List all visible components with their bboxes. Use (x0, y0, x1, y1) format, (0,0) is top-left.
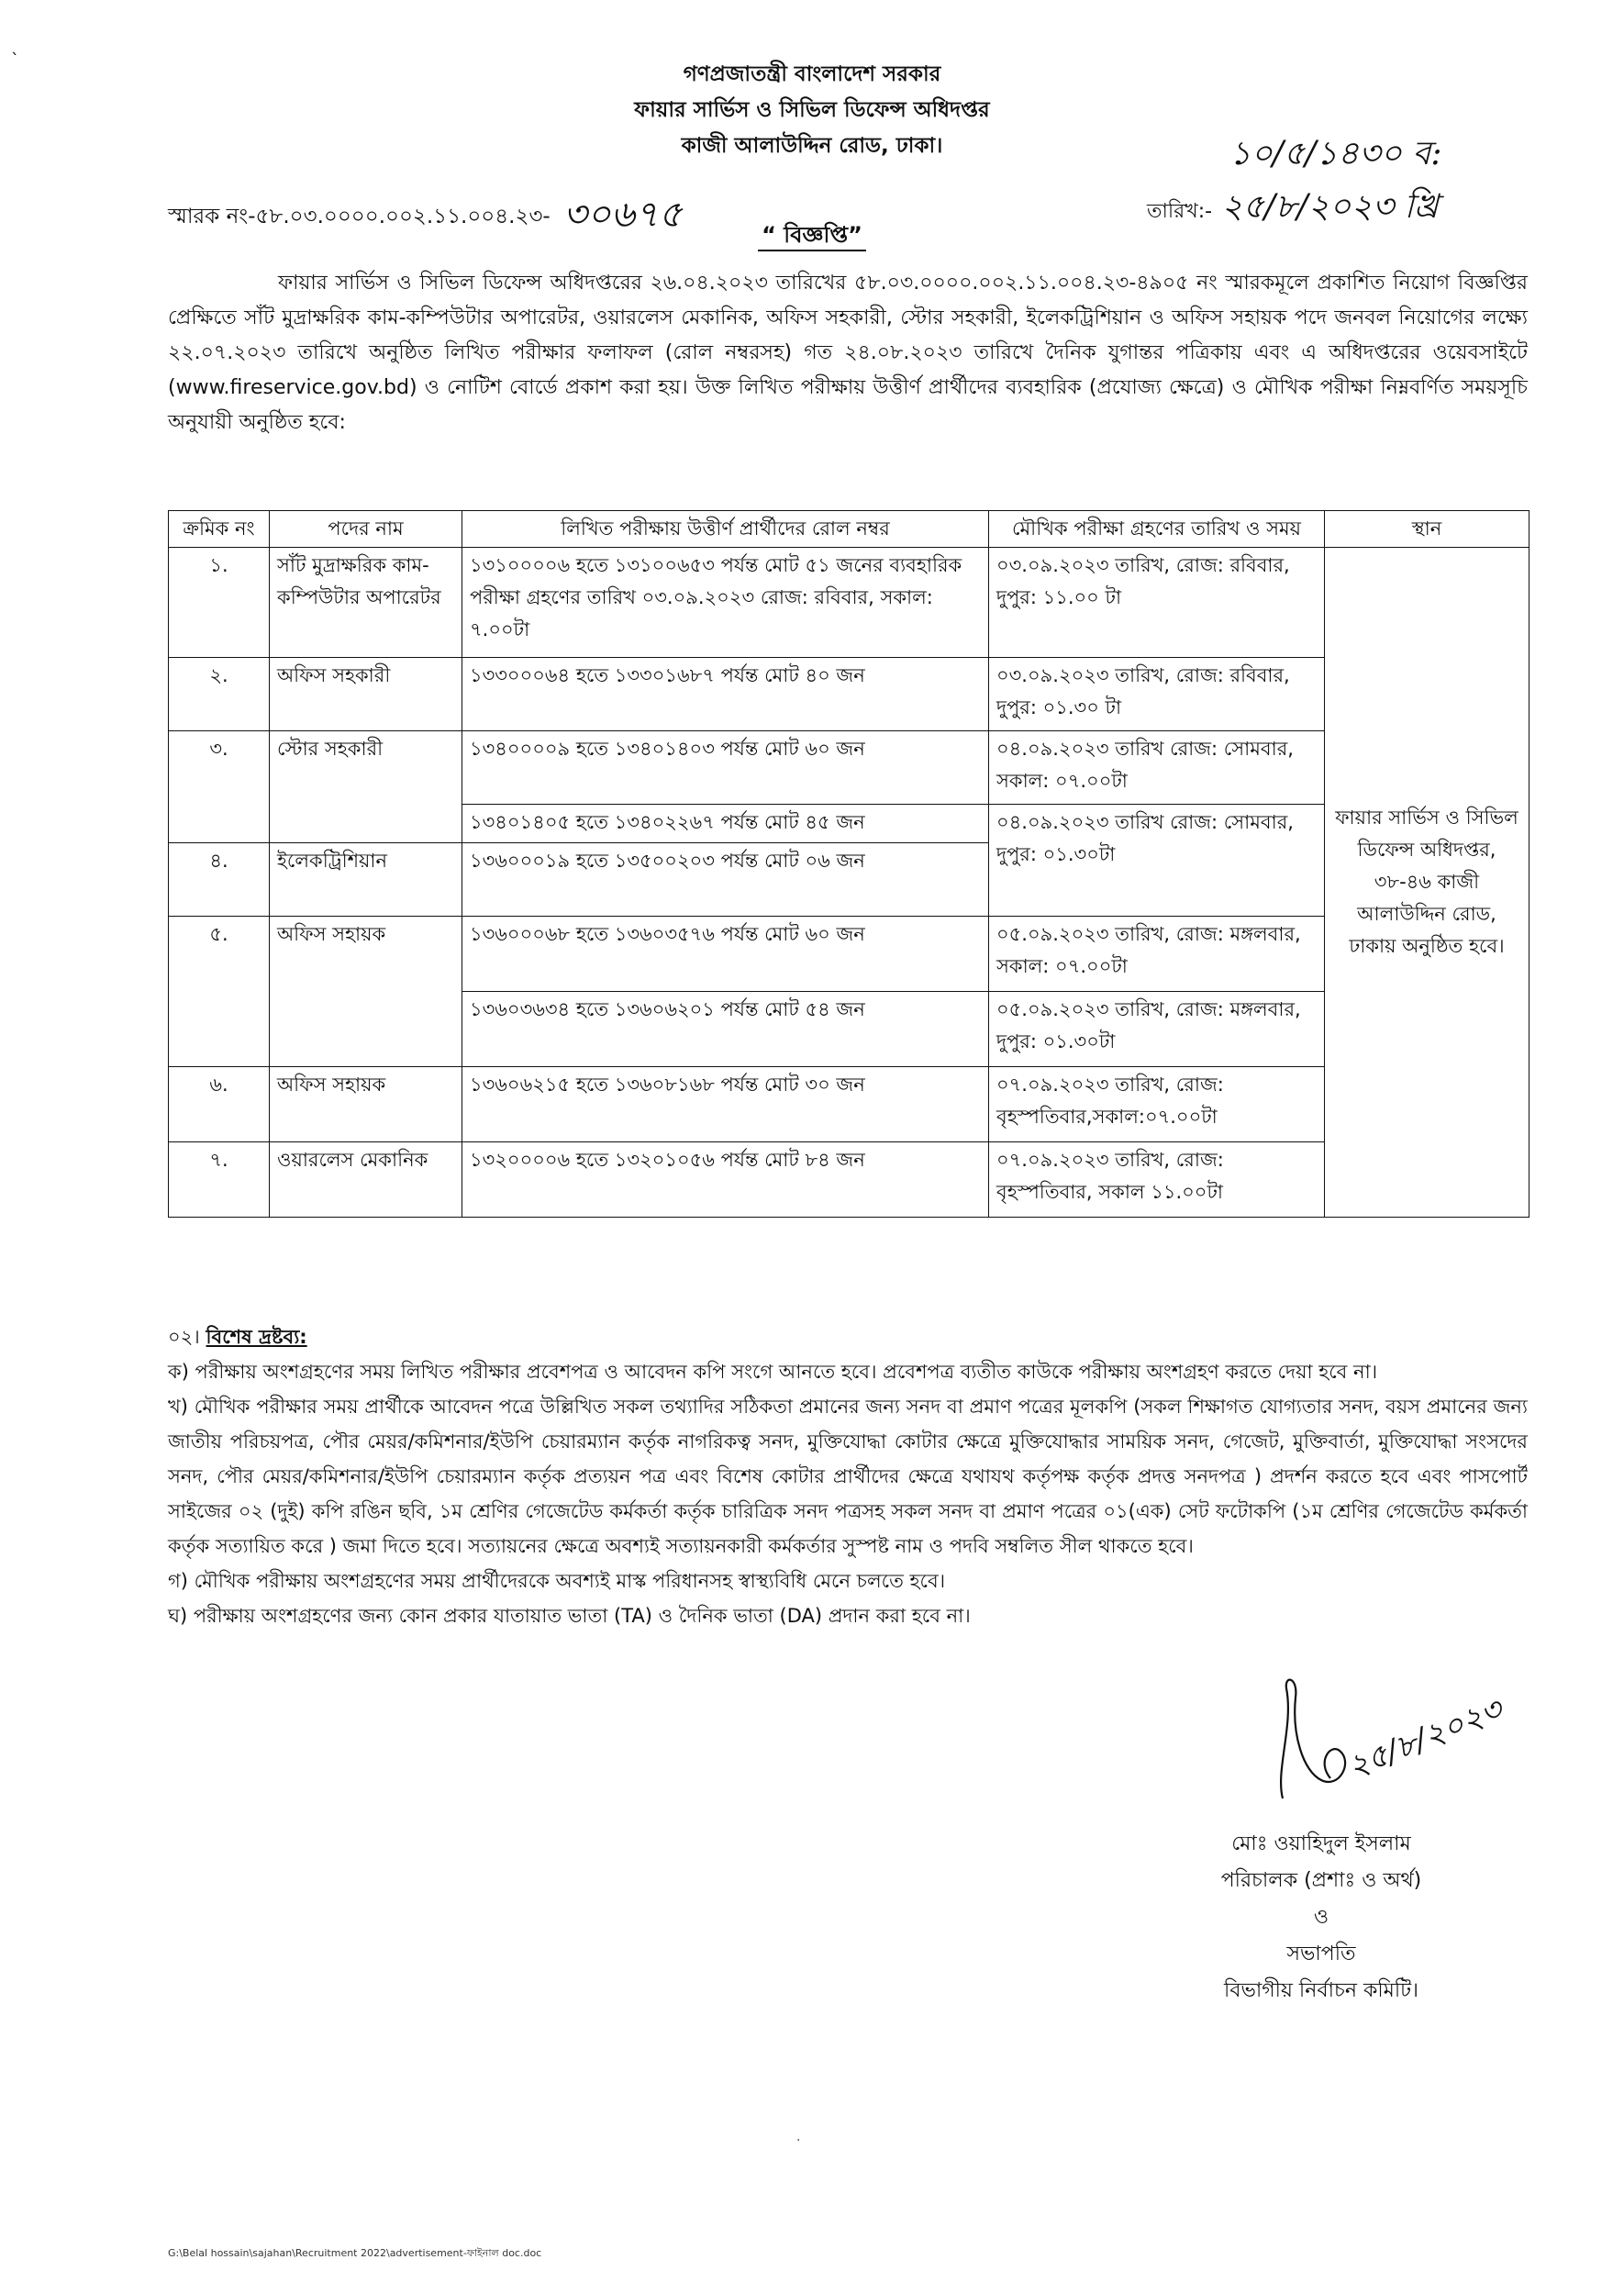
footer-file-path: G:\Belal hossain\sajahan\Recruitment 2022\advertisement-ফাইনাল doc.doc (168, 2247, 542, 2259)
intro-paragraph: ফায়ার সার্ভিস ও সিভিল ডিফেন্স অধিদপ্তরের ২৬.০৪.২০২৩ তারিখের ৫৮.০৩.০০০০.০০২.১১.০০৪.২৩-৪৯০৫ নং স্মারকমূলে প্রকাশিত নিয়োগ বিজ্ঞপ্তির প্রেক্ষিতে সাঁট মুদ্রাক্ষরিক কাম-কম্পিউটার অপারেটর, ওয়ারলেস মেকানিক, অফিস সহকারী, স্টোর সহকারী, ইলেকট্রিশিয়ান ও অফিস সহায়ক পদে জনবল নিয়োগের লক্ষ্যে ২২.০৭.২০২৩ তারিখে অনুষ্ঠিত লিখিত পরীক্ষার ফলাফল (রোল নম্বরসহ) গত ২৪.০৮.২০২৩ তারিখে দৈনিক যুগান্তর পত্রিকায় এবং এ অধিদপ্তরের ওয়েবসাইটে (www.fireservice.gov.bd) ও নোটিশ বোর্ডে প্রকাশ করা হয়। উক্ত লিখিত পরীক্ষায় উত্তীর্ণ প্রার্থীদের ব্যবহারিক (প্রযোজ্য ক্ষেত্রে) ও মৌখিক পরীক্ষা নিম্নবর্ণিত সময়সূচি অনুযায়ী অনুষ্ঠিত হবে: (168, 272, 1528, 434)
memo-number-handwritten: ৩০৬৭৫ (562, 194, 683, 236)
cell-rolls: ১৩৬০০০৬৮ হতে ১৩৬০৩৫৭৬ পর্যন্ত মোট ৬০ জন (462, 917, 989, 992)
cell-serial: ৬. (169, 1067, 270, 1142)
scan-mark: ` (11, 50, 19, 70)
special-notes (168, 1319, 1528, 1633)
cell-post: ইলেকট্রিশিয়ান (270, 843, 462, 917)
cell-viva: ০৩.০৯.২০২৩ তারিখ, রোজ: রবিবার, দুপুর: ১১.০০ টা (989, 548, 1325, 658)
cell-rolls: ১৩৪০১৪০৫ হতে ১৩৪০২২৬৭ পর্যন্ত মোট ৪৫ জন (462, 805, 989, 843)
cell-rolls: ১৩৪০০০০৯ হতে ১৩৪০১৪০৩ পর্যন্ত মোট ৬০ জন (462, 731, 989, 805)
signatory-conjunction: ও (1313, 1906, 1329, 1929)
schedule-table (168, 510, 1529, 1218)
signature-date: ২৫/৮/২০২৩ (1342, 1690, 1508, 1787)
header-viva: মৌখিক পরীক্ষা গ্রহণের তারিখ ও সময় (989, 511, 1325, 548)
cell-rolls: ১৩২০০০০৬ হতে ১৩২০১০৫৬ পর্যন্ত মোট ৮৪ জন (462, 1142, 989, 1218)
signatory-role: সভাপতি (1286, 1942, 1356, 1965)
special-note-item: ক) পরীক্ষায় অংশগ্রহণের সময় লিখিত পরীক্ষার প্রবেশপত্র ও আবেদন কপি সংগে আনতে হবে। প্রবেশপত্র ব্যতীত কাউকে পরীক্ষায় অংশগ্রহণ করতে দেয়া হবে না। (168, 1361, 1378, 1383)
cell-rolls: ১৩৩০০০৬৪ হতে ১৩৩০১৬৮৭ পর্যন্ত মোট ৪০ জন (462, 658, 989, 731)
cell-viva: ০৫.০৯.২০২৩ তারিখ, রোজ: মঙ্গলবার, সকাল: ০৭.০০টা (989, 917, 1325, 992)
header-venue: স্থান (1325, 511, 1529, 548)
cell-serial: ২. (169, 658, 270, 731)
special-note-item: ঘ) পরীক্ষায় অংশগ্রহণের জন্য কোন প্রকার যাতায়াত ভাতা (TA) ও দৈনিক ভাতা (DA) প্রদান করা হবে না। (168, 1605, 971, 1627)
cell-rolls: ১৩৬০৬২১৫ হতে ১৩৬০৮১৬৮ পর্যন্ত মোট ৩০ জন (462, 1067, 989, 1142)
header-serial: ক্রমিক নং (169, 511, 270, 548)
cell-serial: ৭. (169, 1142, 270, 1218)
cell-serial: ১. (169, 548, 270, 658)
department-name: ফায়ার সার্ভিস ও সিভিল ডিফেন্স অধিদপ্তর (634, 98, 990, 122)
cell-post: অফিস সহায়ক (270, 917, 462, 1067)
cell-viva: ০৭.০৯.২০২৩ তারিখ, রোজ: বৃহস্পতিবার,সকাল:০৭.০০টা (989, 1067, 1325, 1142)
table-header-row (169, 511, 1529, 548)
special-notes-title: বিশেষ দ্রষ্টব্য: (206, 1326, 307, 1348)
cell-post: স্টোর সহকারী (270, 731, 462, 843)
handwritten-receipt-note: ১০/৫/১৪৩০ ব: (1229, 135, 1442, 173)
special-notes-heading (168, 1319, 1528, 1354)
table-row (169, 548, 1529, 658)
notice-title-text: “ বিজ্ঞপ্তি” (758, 222, 866, 251)
cell-rolls: ১৩১০০০০৬ হতে ১৩১০০৬৫৩ পর্যন্ত মোট ৫১ জনের ব্যবহারিক পরীক্ষা গ্রহণের তারিখ ০৩.০৯.২০২৩ রোজ: রবিবার, সকাল: ৭.০০টা (462, 548, 989, 658)
cell-post: ওয়ারলেস মেকানিক (270, 1142, 462, 1218)
signatory-committee: বিভাগীয় নির্বাচন কমিটি। (1223, 1979, 1419, 2002)
special-note-item: গ) মৌখিক পরীক্ষায় অংশগ্রহণের সময় প্রার্থীদেরকে অবশ্যই মাস্ক পরিধানসহ স্বাস্থ্যবিধি মেনে চলতে হবে। (168, 1570, 946, 1592)
cell-viva: ০৪.০৯.২০২৩ তারিখ রোজ: সোমবার, সকাল: ০৭.০০টা (989, 731, 1325, 805)
cell-rolls: ১৩৬০০০১৯ হতে ১৩৫০০২০৩ পর্যন্ত মোট ০৬ জন (462, 843, 989, 917)
department-address: কাজী আলাউদ্দিন রোড, ঢাকা। (681, 134, 943, 158)
signatory-designation: পরিচালক (প্রশাঃ ও অর্থ) (1220, 1869, 1422, 1892)
cell-viva: ০৭.০৯.২০২৩ তারিখ, রোজ: বৃহস্পতিবার, সকাল ১১.০০টা (989, 1142, 1325, 1218)
cell-venue: ফায়ার সার্ভিস ও সিভিল ডিফেন্স অধিদপ্তর, ৩৮-৪৬ কাজী আলাউদ্দিন রোড, ঢাকায় অনুষ্ঠিত হবে। (1325, 548, 1529, 1218)
cell-serial: ৪. (169, 843, 270, 917)
cell-rolls: ১৩৬০৩৬৩৪ হতে ১৩৬০৬২০১ পর্যন্ত মোট ৫৪ জন (462, 992, 989, 1067)
header-post: পদের নাম (270, 511, 462, 548)
government-name: গণপ্রজাতন্ত্রী বাংলাদেশ সরকার (683, 62, 941, 86)
signatory-name: মোঃ ওয়াহিদুল ইসলাম (1231, 1832, 1411, 1855)
cell-post: সাঁট মুদ্রাক্ষরিক কাম-কম্পিউটার অপারেটর (270, 548, 462, 658)
cell-post: অফিস সহকারী (270, 658, 462, 731)
scan-speck: · (796, 2133, 801, 2148)
cell-serial: ৩. (169, 731, 270, 843)
cell-post: অফিস সহায়ক (270, 1067, 462, 1142)
signatory-block (1119, 1826, 1523, 2009)
date-label: তারিখ:- (1147, 200, 1213, 223)
cell-viva: ০৫.০৯.২০২৩ তারিখ, রোজ: মঙ্গলবার, দুপুর: ০১.৩০টা (989, 992, 1325, 1067)
memo-label: স্মারক নং-৫৮.০৩.০০০০.০০২.১১.০০৪.২৩- (168, 205, 551, 228)
notice-title (0, 218, 1624, 255)
handwritten-signature (1266, 1670, 1541, 1808)
cell-viva: ০৩.০৯.২০২৩ তারিখ, রোজ: রবিবার, দুপুর: ০১.৩০ টা (989, 658, 1325, 731)
special-note-item: খ) মৌখিক পরীক্ষার সময় প্রার্থীকে আবেদন পত্রে উল্লিখিত সকল তথ্যাদির সঠিকতা প্রমানের জন্য সনদ বা প্রমাণ পত্রের মূলকপি (সকল শিক্ষাগত যোগ্যতার সনদ, বয়স প্রমানের জন্য জাতীয় পরিচয়পত্র, পৌর মেয়র/কমিশনার/ইউপি চেয়ারম্যান কর্তৃক নাগরিকত্ব সনদ, মুক্তিযোদ্ধা কোটার ক্ষেত্রে মুক্তিযোদ্ধার সাময়িক সনদ, গেজেট, মুক্তিবার্তা, মুক্তিযোদ্ধা সংসদের সনদ, পৌর মেয়র/কমিশনার/ইউপি চেয়ারম্যান কর্তৃক প্রত্যয়ন পত্র এবং বিশেষ কোটার প্রার্থীদের ক্ষেত্রে যথাযথ কর্তৃপক্ষ কর্তৃক প্রদত্ত সনদপত্র ) প্রদর্শন করতে হবে এবং পাসপোর্ট সাইজের ০২ (দুই) কপি রঙিন ছবি, ১ম শ্রেণির গেজেটেড কর্মকর্তা কর্তৃক চারিত্রিক সনদ পত্রসহ সকল সনদ বা প্রমাণ পত্রের ০১(এক) সেট ফটোকপি (১ম শ্রেণির গেজেটেড কর্মকর্তা কর্তৃক সত্যায়িত করে ) জমা দিতে হবে। সত্যায়নের ক্ষেত্রে অবশ্যই সত্যায়নকারী কর্মকর্তার সুস্পষ্ট নাম ও পদবি সম্বলিত সীল থাকতে হবে। (168, 1396, 1528, 1557)
cell-serial: ৫. (169, 917, 270, 1067)
header-rolls: লিখিত পরীক্ষায় উত্তীর্ণ প্রার্থীদের রোল নম্বর (462, 511, 989, 548)
cell-viva: ০৪.০৯.২০২৩ তারিখ রোজ: সোমবার, দুপুর: ০১.৩০টা (989, 805, 1325, 917)
section-number: ০২। (168, 1326, 200, 1348)
date-handwritten: ২৫/৮/২০২৩ খ্রি (1221, 188, 1439, 226)
